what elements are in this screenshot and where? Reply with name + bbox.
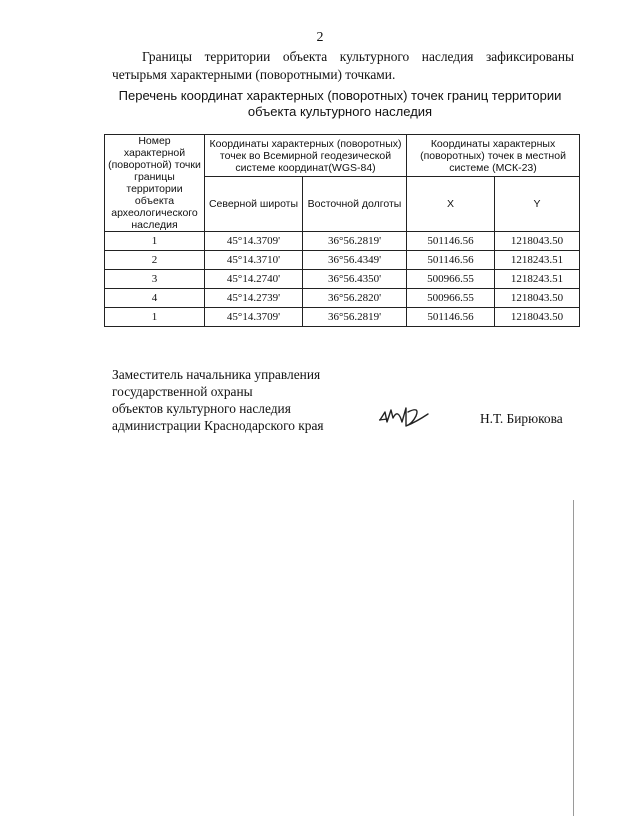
header-y: Y (495, 177, 580, 232)
cell-east: 36°56.2819' (303, 232, 407, 251)
cell-x: 500966.55 (407, 270, 495, 289)
coordinates-list-title: Перечень координат характерных (поворотных) точек границ территории объекта культурного наследия (118, 88, 562, 119)
signatory-title-line: Заместитель начальника управления (112, 367, 321, 382)
handwritten-signature (376, 404, 436, 430)
cell-point-number: 4 (105, 289, 205, 308)
cell-east: 36°56.2820' (303, 289, 407, 308)
cell-east: 36°56.4349' (303, 251, 407, 270)
header-local-coordinates: Координаты характерных (поворотных) точек в местной системе (МСК-23) (407, 135, 580, 177)
cell-y: 1218043.50 (495, 232, 580, 251)
coordinates-table (104, 134, 580, 327)
cell-east: 36°56.2819' (303, 308, 407, 327)
table-row (105, 270, 580, 289)
cell-point-number: 1 (105, 232, 205, 251)
cell-y: 1218043.50 (495, 289, 580, 308)
intro-paragraph: Границы территории объекта культурного наследия зафиксированы четырьмя характерными (поворотными) точками. (112, 49, 574, 82)
cell-y: 1218243.51 (495, 251, 580, 270)
signatory-title-block (112, 366, 324, 434)
cell-north: 45°14.3709' (205, 308, 303, 327)
cell-point-number: 2 (105, 251, 205, 270)
signatory-title-line: объектов культурного наследия (112, 401, 291, 416)
cell-north: 45°14.3710' (205, 251, 303, 270)
signatory-title-line: государственной охраны (112, 384, 253, 399)
header-north-latitude: Северной широты (205, 177, 303, 232)
cell-north: 45°14.2740' (205, 270, 303, 289)
cell-y: 1218243.51 (495, 270, 580, 289)
cell-point-number: 1 (105, 308, 205, 327)
page-number: 2 (316, 30, 324, 45)
cell-x: 501146.56 (407, 308, 495, 327)
cell-point-number: 3 (105, 270, 205, 289)
cell-x: 500966.55 (407, 289, 495, 308)
table-row (105, 289, 580, 308)
cell-north: 45°14.3709' (205, 232, 303, 251)
signatory-title-line: администрации Краснодарского края (112, 418, 324, 433)
table-row (105, 232, 580, 251)
header-x: X (407, 177, 495, 232)
cell-x: 501146.56 (407, 251, 495, 270)
header-east-longitude: Восточной долготы (303, 177, 407, 232)
cell-y: 1218043.50 (495, 308, 580, 327)
header-point-number: Номер характерной (поворотной) точки границы территории объекта археологического наследия (105, 135, 205, 232)
cell-east: 36°56.4350' (303, 270, 407, 289)
table-row (105, 251, 580, 270)
header-wgs-coordinates: Координаты характерных (поворотных) точек во Всемирной геодезической системе координат(WGS-84) (205, 135, 407, 177)
table-row (105, 308, 580, 327)
scan-edge-line (573, 500, 574, 816)
signatory-name: Н.Т. Бирюкова (480, 411, 563, 426)
cell-x: 501146.56 (407, 232, 495, 251)
cell-north: 45°14.2739' (205, 289, 303, 308)
